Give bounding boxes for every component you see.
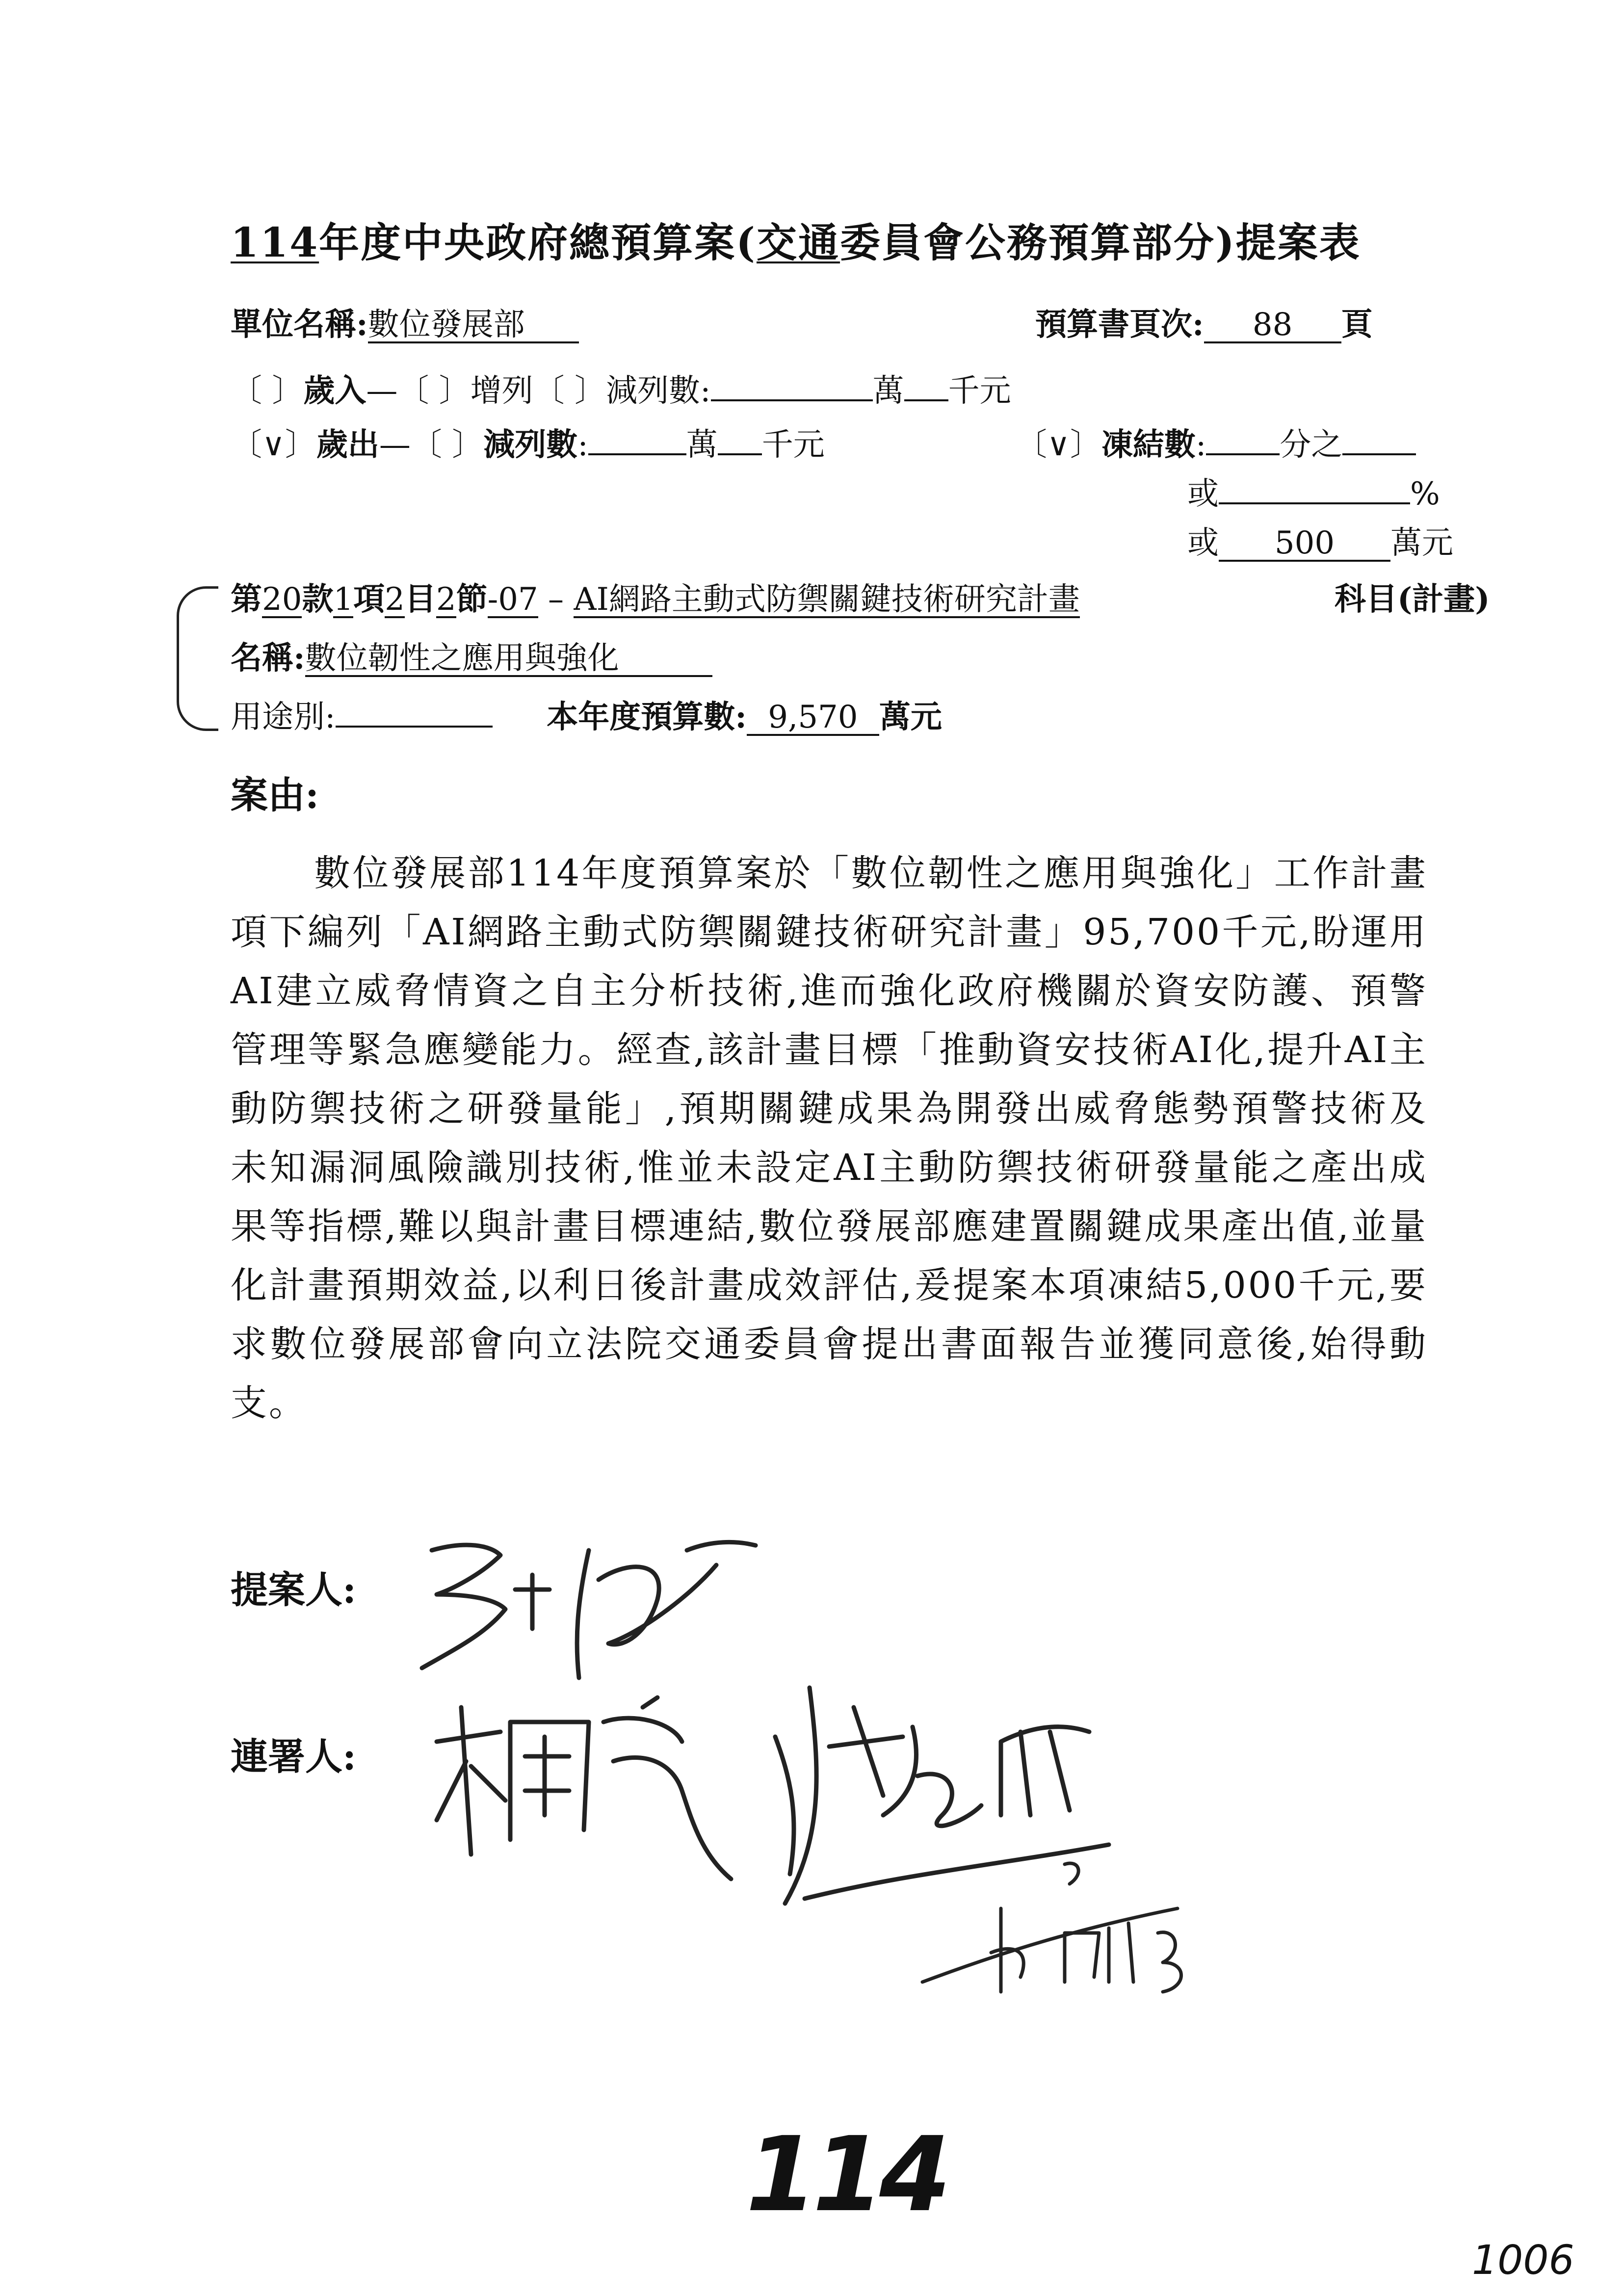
mu-label: 目 <box>404 581 436 618</box>
subject-label: 科目(計畫) <box>1335 581 1490 618</box>
item-line: 第20款1項2目2節-07 – AI網路主動式防禦關鍵技術研究計畫 <box>231 581 1080 618</box>
revenue-label: 歲入 <box>303 372 367 409</box>
budget-label: 本年度預算數: <box>547 699 747 735</box>
expense-qian-blank <box>718 453 762 455</box>
or-percent-blank <box>1219 502 1410 504</box>
plan-name: AI網路主動式防禦關鍵技術研究計畫 <box>574 581 1080 618</box>
expense-reduce-label: 減列數 <box>483 426 578 463</box>
unit-value: 數位發展部 <box>368 309 579 343</box>
or-amount-label: 或 <box>1187 525 1219 561</box>
expense-colon: : <box>577 427 588 463</box>
freeze-fraction-text: 分之 <box>1280 427 1343 463</box>
kuan-label: 款 <box>302 581 334 618</box>
cosigner-signature-1 <box>427 1693 770 1899</box>
revenue-qian: 千元 <box>948 373 1011 409</box>
revenue-line <box>231 365 1011 411</box>
expense-wan: 萬 <box>686 427 718 463</box>
name-value: 數位韌性之應用與強化 <box>305 642 712 677</box>
title-committee: 交通 <box>756 219 840 266</box>
document-title <box>231 211 1361 268</box>
xiang-value: 1 <box>333 581 354 618</box>
freeze-denominator-blank <box>1342 453 1416 455</box>
budget-unit: 萬元 <box>879 699 942 735</box>
expense-check: 〔∨〕 <box>231 427 316 463</box>
plan-code: -07 <box>487 581 538 618</box>
revenue-qian-blank <box>904 399 948 401</box>
mu-value: 2 <box>385 581 405 618</box>
revenue-check: 〔 〕 <box>231 373 304 409</box>
freeze-check: 〔∨〕 <box>1016 427 1101 463</box>
page-value: 88 <box>1204 309 1341 343</box>
or-amount-suffix: 萬元 <box>1390 525 1453 561</box>
freeze-numerator-blank <box>1206 453 1280 455</box>
jie-value: 2 <box>436 581 456 618</box>
usage-line <box>231 692 942 737</box>
proposer-label: 提案人: <box>231 1568 357 1612</box>
name-line <box>231 633 712 678</box>
kuan-prefix: 第 <box>231 581 262 618</box>
jie-label: 節 <box>456 581 488 618</box>
or-percent-suffix: % <box>1410 476 1440 512</box>
reason-text: 數位發展部114年度預算案於「數位韌性之應用與強化」工作計畫項下編列「AI網路主動式防禦關鍵技術研究計畫」95,700千元,盼運用AI建立威脅情資之自主分析技術,進而強化政府機關於資安防護、預警管理等緊急應變能力。經查,該計畫目標「推動資安技術AI化,提升AI主動防禦技術之研發量能」,預期關鍵成果為開發出威脅態勢預警技術及未知漏洞風險識別技術,惟並未設定AI主動防禦技術研發量能之產出成果等指標,難以與計畫目標連結,數位發展部應建置關鍵成果產出值,並量化計畫預期效益,以利日後計畫成效評估,爰提案本項凍結5,000千元,要求數位發展部會向立法院交通委員會提出書面報告並獲同意後,始得動支。 <box>231 852 1428 1424</box>
page-suffix: 頁 <box>1341 306 1373 343</box>
xiang-label: 項 <box>353 581 385 618</box>
or-amount-line <box>1187 518 1453 563</box>
cosigner-label: 連署人: <box>231 1735 357 1778</box>
reason-heading: 案由: <box>231 773 319 817</box>
cosigner-signature-3 <box>903 1854 1295 2002</box>
title-part1: 年度中央政府總預算案( <box>319 219 757 266</box>
expense-qian: 千元 <box>761 427 825 463</box>
expense-wan-blank <box>588 453 686 455</box>
unit-label: 單位名稱: <box>231 306 368 343</box>
title-year: 114 <box>231 219 319 266</box>
page-ref <box>1035 299 1373 344</box>
expense-options: —〔 〕 <box>379 427 484 463</box>
freeze-label: 凍結數 <box>1101 426 1196 463</box>
handwritten-page-number: 1006 <box>1472 2237 1574 2284</box>
unit-row <box>231 299 579 344</box>
item-bracket <box>177 586 218 731</box>
revenue-wan: 萬 <box>872 373 904 409</box>
or-percent-label: 或 <box>1187 476 1219 512</box>
usage-label: 用途別: <box>231 699 336 735</box>
or-amount-value: 500 <box>1219 527 1390 562</box>
revenue-wan-blank <box>711 399 873 401</box>
reason-body <box>231 844 1428 1433</box>
usage-blank <box>336 726 493 728</box>
title-part2: 委員會公務預算部分)提案表 <box>840 219 1361 266</box>
expense-label: 歲出 <box>316 426 379 463</box>
revenue-options: —〔 〕增列〔 〕減列數: <box>366 373 711 409</box>
or-percent-line <box>1187 469 1440 514</box>
handwritten-number: 114 <box>746 2114 946 2235</box>
freeze-line <box>1016 419 1416 465</box>
page-label: 預算書頁次: <box>1035 306 1204 343</box>
budget-value: 9,570 <box>747 701 879 736</box>
name-label: 名稱: <box>231 640 305 677</box>
expense-line <box>231 419 825 465</box>
freeze-colon: : <box>1195 427 1206 463</box>
kuan-value: 20 <box>262 581 302 618</box>
